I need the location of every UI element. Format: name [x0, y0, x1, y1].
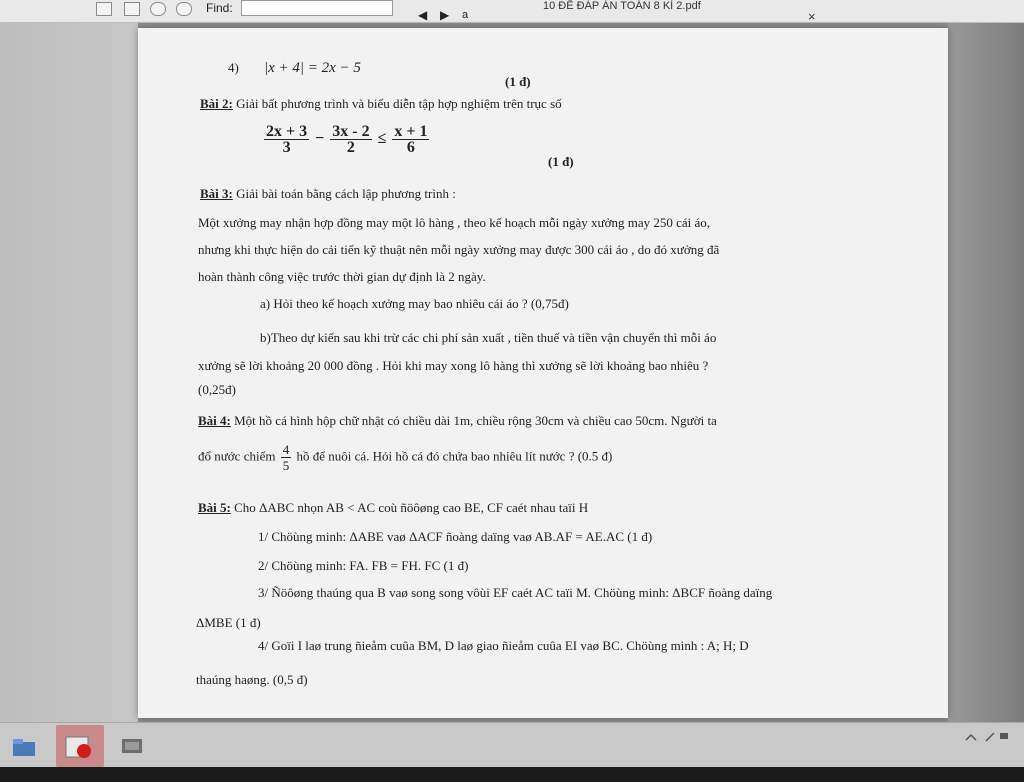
- pdf-toolbar: [0, 0, 1024, 23]
- exercise-2-title: Bài 2:: [200, 96, 233, 111]
- exercise-5-title: Bài 5:: [198, 500, 231, 515]
- system-tray-icons[interactable]: [962, 727, 1012, 747]
- exercise-5-part-1: 1/ Chöùng minh: ΔABE vaø ΔACF ñoàng daïng vaø AB.AF = AE.AC (1 đ): [258, 529, 653, 544]
- exercise-5-heading: [198, 500, 588, 516]
- undo-icon[interactable]: [150, 2, 166, 16]
- exercise-2-text: Giải bất phương trình và biểu diễn tập hợp nghiệm trên trục số: [236, 96, 562, 111]
- fraction-2: [330, 124, 371, 155]
- fraction-3-denominator: 6: [406, 139, 415, 156]
- fraction-1-denominator: 3: [282, 139, 291, 156]
- exercise-3-paragraph-1: Một xưởng may nhận hợp đồng may một lô hàng , theo kế hoạch mỗi ngày xưởng may 250 cái áo,: [198, 215, 711, 230]
- exercise-5-part-3-line-1: 3/ Ñöôøng thaúng qua B vaø song song vôùi EF caét AC taïi M. Chöùng minh: ΔBCF ñoàng daïng: [258, 585, 773, 600]
- exercise-5-part-4-line-2: thaúng haøng. (0,5 đ): [196, 672, 308, 687]
- viewer-background-left: [0, 22, 138, 722]
- fraction-1-numerator: 2x + 3: [266, 123, 308, 140]
- fraction-2-denominator: 2: [346, 139, 355, 156]
- exercise-3-part-b-points: (0,25đ): [198, 382, 236, 397]
- file-manager-icon[interactable]: [10, 733, 40, 759]
- fraction-3: [392, 124, 429, 155]
- exercise-3-part-b-line-1: b)Theo dự kiến sau khi trừ các chi phí sản xuất , tiền thuế và tiền vận chuyển thì mỗi áo: [260, 330, 717, 345]
- exercise-4-heading: [198, 413, 717, 429]
- four-fifths-denominator: 5: [282, 458, 290, 473]
- exercise-4-title: Bài 4:: [198, 413, 231, 428]
- minus-sign: −: [315, 130, 325, 148]
- exercise-4-text: Một hồ cá hình hộp chữ nhật có chiều dài 1m, chiều rộng 30cm và chiều cao 50cm. Người ta: [234, 413, 717, 428]
- taskbar: [0, 722, 1024, 768]
- close-tab-button[interactable]: ×: [808, 9, 816, 24]
- fraction-3-numerator: x + 1: [394, 123, 428, 140]
- document-app-icon[interactable]: [118, 733, 148, 759]
- find-previous-button[interactable]: ◀: [418, 8, 428, 22]
- exercise-3-paragraph-2: nhưng khi thực hiện do cải tiến kỹ thuật nên mỗi ngày xưởng may được 300 cái áo , do đó xưởng đã: [198, 242, 720, 257]
- fraction-1: [264, 124, 309, 155]
- layout-icon[interactable]: [124, 2, 140, 16]
- problem-4-equation: |x + 4| = 2x − 5: [264, 60, 361, 76]
- find-next-button[interactable]: ▶: [440, 8, 450, 22]
- viewer-background-right: [948, 22, 1024, 722]
- exercise-2-inequality: [262, 124, 431, 155]
- find-label: Find:: [206, 1, 233, 15]
- exercise-2-heading: [200, 96, 562, 112]
- problem-4-points: (1 đ): [505, 74, 531, 89]
- exercise-4-line-2-end: hồ để nuôi cá. Hỏi hồ cá đó chứa bao nhiêu lít nước ? (0.5 đ): [296, 448, 613, 464]
- exercise-2-points: (1 đ): [548, 154, 574, 169]
- exercise-5-part-2: 2/ Chöùng minh: FA. FB = FH. FC (1 đ): [258, 558, 469, 573]
- exercise-3-heading: [200, 186, 456, 202]
- screen-bezel: [0, 767, 1024, 782]
- problem-4-number: 4): [228, 60, 239, 75]
- exercise-4-line-2: [198, 442, 612, 473]
- exercise-3-part-a: a) Hỏi theo kế hoạch xưởng may bao nhiêu cái áo ? (0,75đ): [260, 296, 569, 311]
- document-tab-title[interactable]: 10 ĐỀ ĐÁP ÁN TOÁN 8 KÌ 2.pdf: [543, 0, 701, 12]
- exercise-5-text: Cho ΔABC nhọn AB < AC coù ñöôøng cao BE, CF caét nhau taïi H: [234, 500, 589, 515]
- view-icon[interactable]: [96, 2, 112, 16]
- exercise-3-title: Bài 3:: [200, 186, 233, 201]
- exercise-4-line-2-start: đổ nước chiếm: [198, 448, 276, 464]
- font-options-icon[interactable]: a: [462, 9, 469, 21]
- exercise-3-part-b-line-2: xưởng sẽ lời khoảng 20 000 đồng . Hỏi khi may xong lô hàng thì xưởng sẽ lời khoảng bao nhiêu ?: [198, 358, 709, 373]
- redo-icon[interactable]: [176, 2, 192, 16]
- four-fifths-fraction: [281, 442, 292, 473]
- exercise-5-part-3-line-2: ΔMBE (1 đ): [196, 615, 261, 630]
- exercise-3-paragraph-3: hoàn thành công việc trước thời gian dự định là 2 ngày.: [198, 269, 486, 284]
- fraction-2-numerator: 3x - 2: [332, 123, 370, 140]
- pdf-reader-icon[interactable]: [64, 733, 94, 759]
- less-equal-sign: ≤: [377, 130, 387, 148]
- exercise-3-text: Giải bài toán bằng cách lập phương trình :: [236, 186, 456, 201]
- exercise-5-part-4-line-1: 4/ Goïi I laø trung ñieåm cuûa BM, D laø giao ñieåm cuûa EI vaø BC. Chöùng minh : A; H; D: [258, 638, 749, 653]
- four-fifths-numerator: 4: [282, 442, 290, 457]
- find-input[interactable]: [241, 0, 393, 16]
